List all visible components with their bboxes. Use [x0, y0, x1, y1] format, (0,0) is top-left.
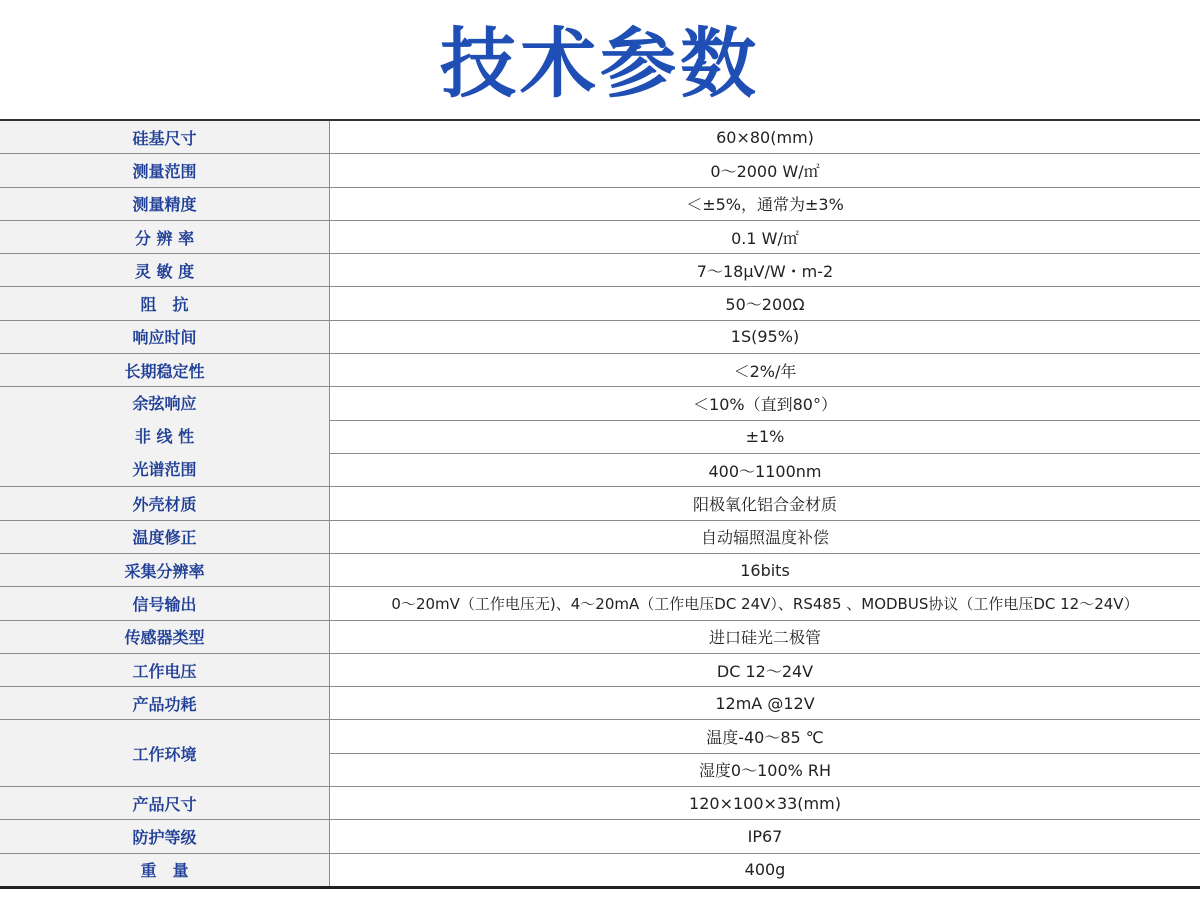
row-label: 灵 敏 度	[0, 254, 330, 287]
row-label: 分 辨 率	[0, 220, 330, 253]
row-label: 传感器类型	[0, 620, 330, 653]
table-row	[0, 154, 1200, 187]
table-row	[0, 720, 1200, 753]
row-label: 外壳材质	[0, 487, 330, 520]
table-row	[0, 587, 1200, 620]
spec-table	[0, 119, 1200, 889]
row-value: 自动辐照温度补偿	[330, 520, 1200, 553]
table-row	[0, 187, 1200, 220]
row-value: 湿度0～100% RH	[330, 753, 1200, 786]
table-row	[0, 687, 1200, 720]
row-label: 温度修正	[0, 520, 330, 553]
row-value: 进口硅光二极管	[330, 620, 1200, 653]
row-value: 0～2000 W/㎡	[330, 154, 1200, 187]
row-value: ＜±5%，通常为±3%	[330, 187, 1200, 220]
row-value: 1S(95%)	[330, 320, 1200, 353]
row-label: 防护等级	[0, 820, 330, 853]
table-row	[0, 787, 1200, 820]
row-label: 响应时间	[0, 320, 330, 353]
table-row	[0, 220, 1200, 253]
row-value: 0～20mV（工作电压无)、4～20mA（工作电压DC 24V）、RS485 、MODBUS协议（工作电压DC 12～24V）	[330, 587, 1200, 620]
table-row	[0, 820, 1200, 853]
row-value: 16bits	[330, 553, 1200, 586]
table-row	[0, 320, 1200, 353]
optics-group-label	[0, 387, 330, 487]
row-label: 测量范围	[0, 154, 330, 187]
row-value: 50～200Ω	[330, 287, 1200, 320]
row-label: 硅基尺寸	[0, 120, 330, 154]
row-value: DC 12～24V	[330, 653, 1200, 686]
row-label: 产品功耗	[0, 687, 330, 720]
row-label: 工作环境	[0, 720, 330, 787]
row-value: 60×80(mm)	[330, 120, 1200, 154]
table-row	[0, 254, 1200, 287]
row-label: 光谱范围	[132, 460, 197, 480]
row-value: 12mA @12V	[330, 687, 1200, 720]
table-row	[0, 553, 1200, 586]
row-value: 120×100×33(mm)	[330, 787, 1200, 820]
row-label: 重 量	[0, 853, 330, 887]
row-label: 余弦响应	[132, 394, 197, 414]
table-row	[0, 853, 1200, 887]
row-value: 7～18μV/W・m-2	[330, 254, 1200, 287]
row-label: 产品尺寸	[0, 787, 330, 820]
row-value: 400～1100nm	[330, 454, 1200, 487]
table-row	[0, 520, 1200, 553]
row-label: 非 线 性	[134, 427, 195, 447]
row-value: 400g	[330, 853, 1200, 887]
row-value: 0.1 W/㎡	[330, 220, 1200, 253]
table-row	[0, 653, 1200, 686]
row-label: 工作电压	[0, 653, 330, 686]
table-row	[0, 387, 1200, 420]
row-label: 测量精度	[0, 187, 330, 220]
table-row	[0, 120, 1200, 154]
row-label: 信号输出	[0, 587, 330, 620]
page-title: 技术参数	[440, 19, 760, 108]
row-value: ＜10%（直到80°）	[330, 387, 1200, 420]
row-value: ±1%	[330, 420, 1200, 453]
table-row	[0, 620, 1200, 653]
row-value: 阳极氧化铝合金材质	[330, 487, 1200, 520]
row-value: ＜2%/年	[330, 354, 1200, 387]
row-label: 阻 抗	[0, 287, 330, 320]
row-value: IP67	[330, 820, 1200, 853]
row-label: 采集分辨率	[0, 553, 330, 586]
row-label: 长期稳定性	[0, 354, 330, 387]
table-row	[0, 487, 1200, 520]
table-row	[0, 287, 1200, 320]
row-value: 温度-40～85 ℃	[330, 720, 1200, 753]
table-row	[0, 354, 1200, 387]
